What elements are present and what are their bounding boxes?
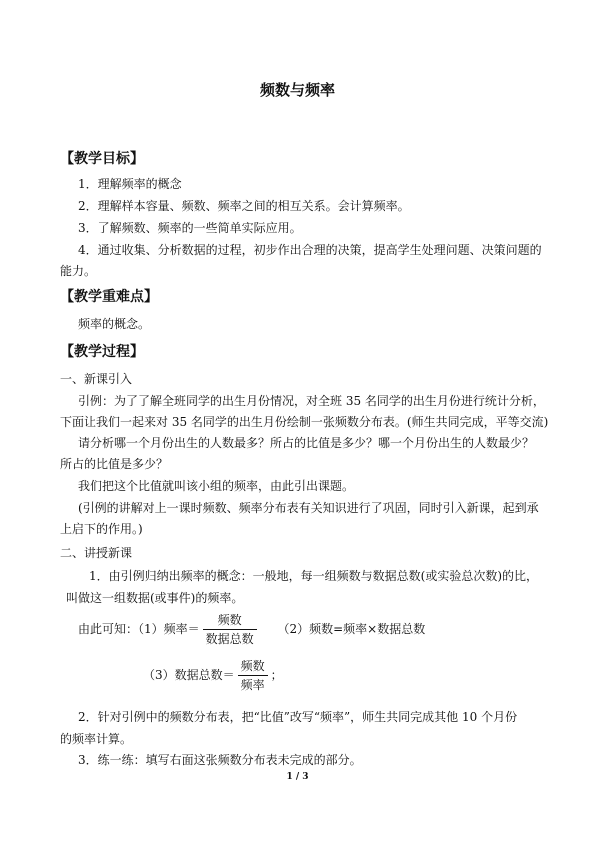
- paragraph-line: 的频率计算。: [60, 732, 133, 746]
- process-heading: 【教学过程】: [60, 344, 144, 360]
- formula-row-1: [78, 612, 425, 647]
- paragraph-line: 2．针对引例中的频数分布表，把“比值”改写“频率”，师生共同完成其他 10 个月份: [78, 710, 518, 724]
- goal-item: 3．了解频数、频率的一些简单实际应用。: [78, 221, 302, 235]
- section-title: 一、新课引入: [60, 372, 133, 386]
- fraction-denominator: 频率: [240, 678, 265, 692]
- paragraph-line: 上启下的作用。): [60, 522, 143, 536]
- paragraph-line: 下面让我们一起来对 35 名同学的出生月份绘制一张频数分布表。(师生共同完成，平等交流): [60, 415, 549, 429]
- page-title: 频数与频率: [259, 81, 335, 99]
- paragraph-line: 1．由引例归纳出频率的概念：一般地，每一组频数与数据总数(或实验总次数)的比，: [89, 569, 539, 583]
- formula-1-prefix: 由此可知：（1）频率＝: [78, 622, 200, 636]
- paragraph-line: 所占的比值是多少？: [60, 457, 169, 471]
- formula-3-prefix: （3）数据总数＝: [143, 668, 235, 682]
- formula-2: （2）频数=频率×数据总数: [277, 622, 426, 636]
- paragraph-line: 引例：为了了解全班同学的出生月份情况，对全班 35 名同学的出生月份进行统计分析，: [78, 394, 545, 408]
- paragraph-line: 3．练一练：填写右面这张频数分布表未完成的部分。: [78, 753, 362, 767]
- goal-item: 2．理解样本容量、频数、频率之间的相互关系。会计算频率。: [78, 199, 410, 213]
- fraction-numerator: 频数: [203, 612, 257, 630]
- paragraph-line: (引例的讲解对上一课时频数、频率分布表有关知识进行了巩固，同时引入新课，起到承: [78, 501, 539, 515]
- paragraph-line: 叫做这一组数据(或事件)的频率。: [66, 591, 244, 605]
- fraction-frequency: [203, 612, 257, 647]
- formula-3-suffix: ；: [270, 668, 283, 682]
- page-number: 1 / 3: [286, 772, 309, 782]
- fraction-numerator: 频数: [238, 658, 268, 676]
- goals-heading: 【教学目标】: [60, 151, 144, 167]
- fraction-denominator: 数据总数: [205, 632, 254, 646]
- fraction-total: [238, 658, 268, 693]
- goal-item: 能力。: [60, 264, 97, 278]
- paragraph-line: 我们把这个比值就叫该小组的频率，由此引出课题。: [78, 479, 355, 493]
- paragraph-line: 请分析哪一个月份出生的人数最多？所占的比值是多少？哪一个月份出生的人数最少？: [78, 436, 535, 450]
- key-points-text: 频率的概念。: [78, 317, 151, 331]
- goal-item: 4．通过收集、分析数据的过程，初步作出合理的决策，提高学生处理问题、决策问题的: [78, 243, 542, 257]
- key-points-heading: 【教学重难点】: [60, 289, 158, 305]
- section-title: 二、讲授新课: [60, 546, 133, 560]
- goal-item: 1．理解频率的概念: [78, 177, 182, 191]
- formula-row-3: [143, 658, 283, 693]
